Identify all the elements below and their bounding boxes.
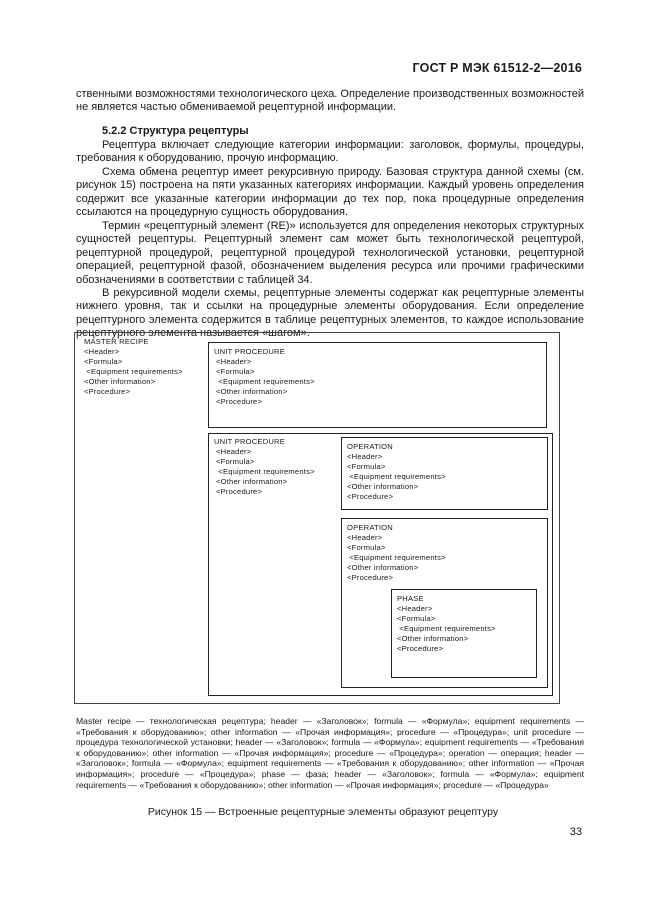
phase-item: <Other information>: [397, 634, 469, 643]
phase-item: <Procedure>: [397, 644, 444, 653]
unit-procedure-1-title: UNIT PROCEDURE: [214, 347, 286, 356]
unit-procedure-2-item: <Formula>: [216, 457, 255, 466]
unit-procedure-1-item: <Equipment requirements>: [216, 377, 315, 386]
operation-2-item: <Procedure>: [347, 573, 394, 582]
paragraph-recipe-element: Термин «рецептурный элемент (RE)» используется для определения некоторых структурных сущностей рецептуры. Рецептурный элемент сам может быть технологической рецептурой, рецептурной процедурой, рецептурной процедурой технологической установки, рецептурной операцией, рецептурной фазой, обозначением выделения ресурса или прочими графическими обозначениями в соответствии с таблицей 34.: [76, 220, 584, 286]
master-recipe-item: <Header>: [84, 347, 120, 356]
operation-1-title: OPERATION: [347, 442, 393, 451]
unit-procedure-1-item: <Header>: [216, 357, 252, 366]
unit-procedure-1-item: <Procedure>: [216, 397, 263, 406]
operation-1-item: <Formula>: [347, 462, 386, 471]
master-recipe-item: <Formula>: [84, 357, 123, 366]
operation-1-item: <Procedure>: [347, 492, 394, 501]
phase-item: <Header>: [397, 604, 433, 613]
operation-1-item: <Header>: [347, 452, 383, 461]
paragraph-continuation: ственными возможностями технологического цеха. Определение производственных возможностей не является частью обмениваемой рецептурной информации.: [76, 88, 584, 114]
phase-item: <Formula>: [397, 614, 436, 623]
operation-1-item: <Other information>: [347, 482, 419, 491]
master-recipe-title: MASTER RECIPE: [84, 337, 149, 346]
unit-procedure-2-item: <Header>: [216, 447, 252, 456]
figure-caption: Рисунок 15 — Встроенные рецептурные элементы образуют рецептуру: [147, 806, 499, 818]
operation-2-item: <Other information>: [347, 563, 419, 572]
paragraph-categories: Рецептура включает следующие категории информации: заголовок, формулы, процедуры, требования к оборудованию, прочую информацию.: [76, 139, 584, 165]
operation-2-title: OPERATION: [347, 523, 393, 532]
operation-2-item: <Header>: [347, 533, 383, 542]
unit-procedure-2-item: <Other information>: [216, 477, 288, 486]
page-number: 33: [569, 826, 582, 838]
phase-title: PHASE: [397, 594, 424, 603]
master-recipe-item: <Procedure>: [84, 387, 131, 396]
unit-procedure-1-item: <Formula>: [216, 367, 255, 376]
unit-procedure-2-title: UNIT PROCEDURE: [214, 437, 286, 446]
section-title: 5.2.2 Структура рецептуры: [102, 125, 249, 137]
unit-procedure-2-item: <Equipment requirements>: [216, 467, 315, 476]
paragraph-schema: Схема обмена рецептур имеет рекурсивную природу. Базовая структура данной схемы (см. рисунок 15) построена на пяти указанных категориях информации. Каждый уровень определения содержит все указанные категории информации до тех пор, пока процедурные определения ссылаются на процедурную сущность оборудования.: [76, 166, 584, 219]
document-header: ГОСТ Р МЭК 61512-2—2016: [412, 61, 582, 75]
master-recipe-item: <Other information>: [84, 377, 156, 386]
unit-procedure-1-item: <Other information>: [216, 387, 288, 396]
phase-item: <Equipment requirements>: [397, 624, 496, 633]
unit-procedure-2-item: <Procedure>: [216, 487, 263, 496]
operation-1-item: <Equipment requirements>: [347, 472, 446, 481]
master-recipe-item: <Equipment requirements>: [84, 367, 183, 376]
figure-legend: Master recipe — технологическая рецептура; header — «Заголовок»; formula — «Формула»; equipment requirements — «Требования к оборудованию»; other information — «Прочая информация»; procedure — «Процедура»; unit procedure — процедура технологической установки; header — «Заголовок»; formula — «Формула»; equipment requirements — «Требования к оборудованию»; other information — «Прочая информация»; procedure — «Процедура»; operation — операция; header — «Заголовок»; formula — «Формула»; equipment requirements — «Требования к оборудованию»; other information — «Прочая информация»; procedure — «Процедура»; phase — фаза; header — «Заголовок»; formula — «Формула»; equipment requirements — «Требования к оборудованию»; other information — «Прочая информация»; procedure — «Процедура»: [76, 716, 584, 790]
operation-2-item: <Formula>: [347, 543, 386, 552]
operation-2-item: <Equipment requirements>: [347, 553, 446, 562]
paragraph-recursive-model: В рекурсивной модели схемы, рецептурные элементы содержат как рецептурные элементы нижнего уровня, так и ссылки на процедурные элементы оборудования. Если определение рецептурного элемента содержится в таблице рецептурных элементов, то каждое использование рецептурного элемента называется «шагом».: [76, 287, 584, 340]
